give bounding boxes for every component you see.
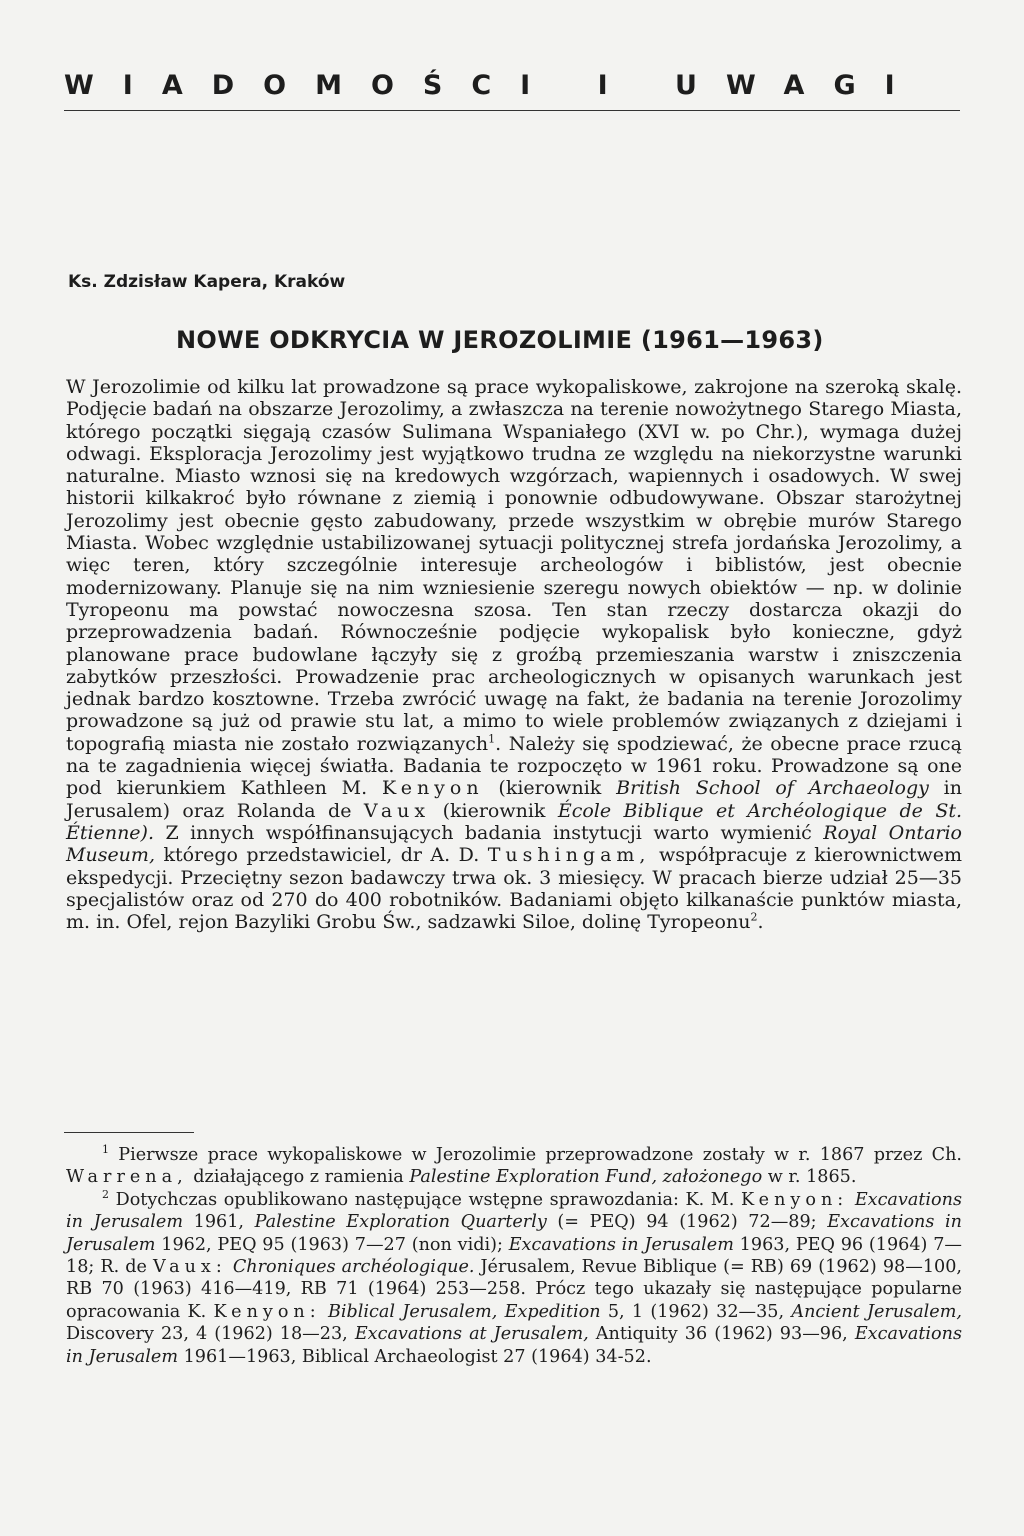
text-run: 1963, PEQ 96 (1964) 7—18; R. de [66,1234,962,1278]
article-body [66,376,962,933]
publication-title: Ancient Jerusalem, [791,1301,962,1322]
text-run: Z innych współfinansujących badania instytucji warto wymienić [154,821,824,844]
footnote-number: 2 [102,1187,109,1201]
publication-title: Excavations in Jerusalem [508,1234,734,1255]
publication-title: Excavations at Jerusalem, [354,1324,589,1345]
text-run: (kierownik [483,777,617,800]
publication-title: Biblical Jerusalem, Expedition [327,1301,601,1322]
author-name-vaux: Vaux [363,799,431,822]
text-run: Dotychczas opublikowano następujące wstępne sprawozdania: K. M. [109,1189,741,1210]
text-run: (kierownik [430,799,558,822]
article-author: Ks. Zdzisław Kapera, Kraków [68,272,346,292]
text-run: in Jerusalem) oraz Rolanda de [66,777,962,822]
text-run [848,1190,855,1210]
institution-name: Palestine Exploration Fund, założonego [409,1167,763,1188]
body-paragraph [66,376,962,933]
text-run: Antiquity 36 (1962) 93—96, [588,1324,855,1345]
publication-title: Palestine Exploration Quarterly [254,1212,547,1233]
text-run: 5, 1 (1962) 32—35, [600,1301,792,1322]
text-run: Pierwsze prace wykopaliskowe w Jerozolimie przeprowadzone zostały w r. 1867 przez Ch. [109,1145,962,1165]
institution-name: British School of Archaeology [616,777,929,800]
text-run: Jérusalem, Revue Biblique (= RB) 69 (1962) 98—100, RB 70 (1963) 416—419, RB 71 (1964) 253—258. Prócz tego ukazały się następujące popularne opracowania K. [66,1257,963,1322]
text-run: 1961—1963, Biblical Archaeologist 27 (1964) 34-52. [178,1346,652,1367]
footnote-2 [66,1189,962,1368]
footnote-number: 1 [102,1143,109,1157]
text-run: działającego z ramienia [187,1167,410,1188]
section-header: WIADOMOŚCI I UWAGI [64,70,924,101]
institution-name: Royal Ontario Museum, [66,821,962,867]
text-run: współpracuje z kierownictwem ekspedycji. Przeciętny sezon badawczy trwa ok. 3 miesięcy. W pracach bierze udział 25—35 specjalistów oraz od 270 do 400 robotników. Badaniami objęto kilkanaście punktów miasta, m. in. Ofel, rejon Bazyliki Grobu Św., sadzawki Siloe, dolinę Tyropeonu [66,844,962,934]
publication-title: Excavations in Jerusalem [66,1189,962,1233]
article-title: NOWE ODKRYCIA W JEROZOLIMIE (1961—1963) [176,326,824,354]
text-run: . [757,911,764,934]
publication-title: Chroniques archéologique. [232,1257,475,1278]
author-name-warren: Warrena, [66,1167,188,1188]
author-name-kenyon: Kenyon [382,777,484,800]
text-run: (= PEQ) 94 (1962) 72—89; [546,1212,828,1233]
footnote-ref-1: 1 [488,732,496,746]
footnotes [66,1144,962,1368]
text-run: 1961, [183,1212,255,1233]
text-run: 1962, PEQ 95 (1963) 7—27 (non vidi); [155,1234,509,1255]
author-name-kenyon: Kenyon: [741,1189,849,1210]
text-run: w r. 1865. [762,1167,857,1188]
text-run: Discovery 23, 4 (1962) 18—23, [66,1324,355,1345]
footnote-1 [66,1144,962,1189]
author-name-tushingam: Tushingam, [487,844,651,867]
footnote-rule [64,1132,194,1133]
publication-title: Excavations in Jerusalem [66,1324,963,1367]
text-run: którego przedstawiciel, dr A. D. [154,844,488,867]
publication-title: Excavations in Jerusalem [66,1212,962,1255]
institution-name: École Biblique et Archéologique de St. Étienne). [66,799,963,844]
footnote-ref-2: 2 [750,910,758,924]
text-run [321,1302,328,1322]
text-run: W Jerozolimie od kilku lat prowadzone są prace wykopaliskowe, zakrojone na szeroką skalę. Podjęcie badań na obszarze Jerozolimy, a zwłaszcza na terenie nowożytnego Starego Miasta, którego początki sięgają czasów Sulimana Wspaniałego (XVI w. po Chr.), wymaga dużej odwagi. Eksploracja Jerozolimy jest wyjątkowo trudna ze względu na niekorzystne warunki naturalne. Miasto wznosi się na kredowych wzgórzach, wapiennych i osadowych. W swej historii kilkakroć było równane z ziemią i ponownie odbudowywane. Obszar starożytnej Jerozolimy jest obecnie gęsto zabudowany, przede wszystkim w obrębie murów Starego Miasta. Wobec względnie ustabilizowanej sytuacji politycznej strefa jordańska Jerozolimy, a więc teren, który szczególnie interesuje archeologów i biblistów, jest obecnie modernizowany. Planuje się na nim wzniesienie szeregu nowych obiektów — np. w dolinie Tyropeonu ma powstać nowoczesna szosa. Ten stan rzeczy dostarcza okazji do przeprowadzenia badań. Równocześnie podjęcie wykopalisk było konieczne, gdyż planowane prace budowlane łączyły się z groźbą przemieszania warstw i zniszczenia zabytków przeszłości. Prowadzenie prac archeologicznych w opisanych warunkach jest jednak bardzo kosztowne. Trzeba zwrócić uwagę na fakt, że badania na terenie Jorozolimy prowadzone są już od prawie stu lat, a mimo to wiele problemów związanych z dziejami i topografią miasta nie zostało rozwiązanych [66,376,962,755]
author-name-vaux: Vaux: [152,1257,227,1278]
author-name-kenyon: Kenyon: [213,1301,321,1322]
text-run: . Należy się spodziewać, że obecne prace rzucą na te zagadnienia więcej światła. Badania te rozpoczęto w 1961 roku. Prowadzone są one pod kierunkiem Kathleen M. [66,732,962,800]
header-rule [64,110,960,111]
